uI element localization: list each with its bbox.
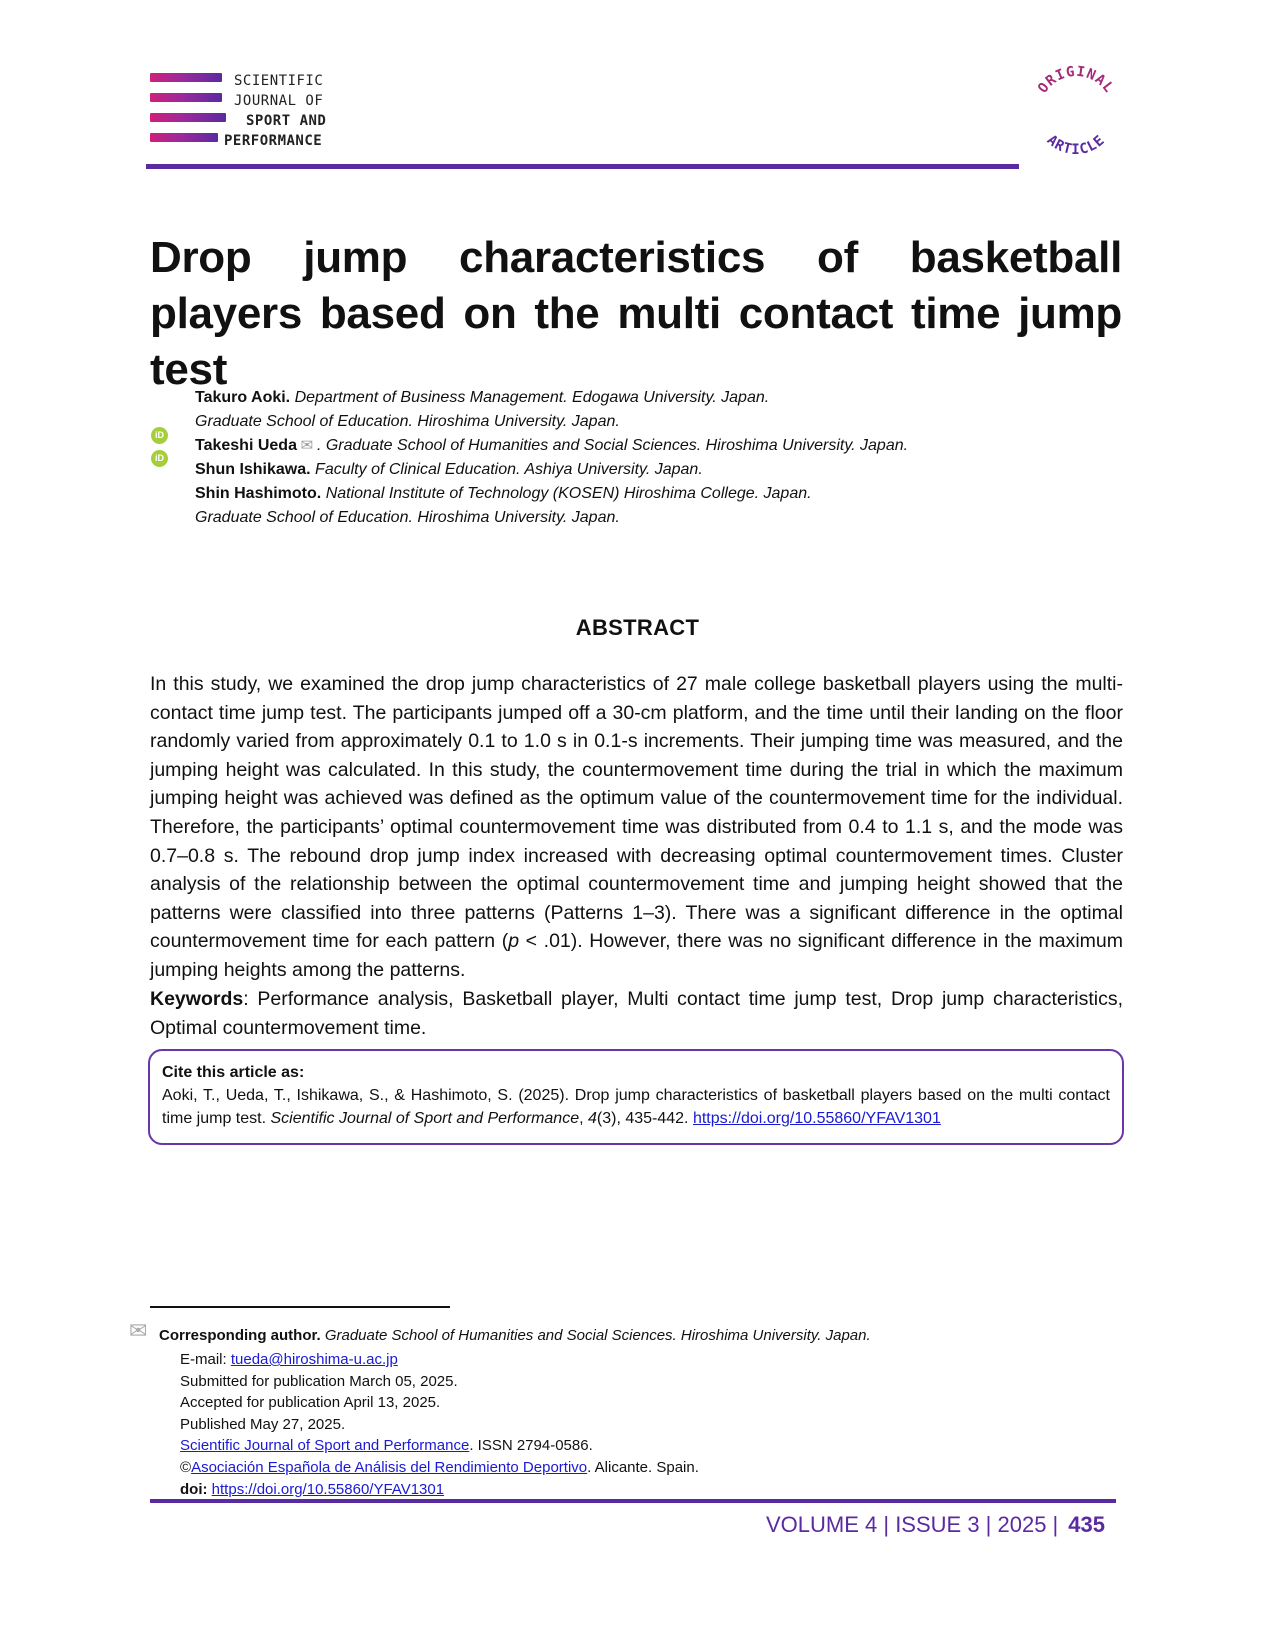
journal-logo-bars	[150, 73, 226, 149]
svg-text:ORIGINAL	[1035, 64, 1117, 97]
issn: . ISSN 2794-0586.	[469, 1437, 593, 1455]
publication-info	[180, 1349, 699, 1500]
cite-journal: Scientific Journal of Sport and Performance	[270, 1110, 580, 1127]
original-article-badge-icon	[1026, 62, 1126, 162]
corr-label: Corresponding author.	[159, 1327, 321, 1344]
logo-line-3: SPORT AND	[246, 113, 327, 129]
location: . Alicante. Spain.	[587, 1458, 699, 1476]
author-row-hashimoto	[195, 482, 1095, 506]
email-row	[180, 1349, 699, 1371]
cite-authors: Aoki, T., Ueda, T., Ishikawa, S., & Hashimoto, S. (2025). Drop jump characteristics of basketball players based on the multi contact time jump test.	[162, 1087, 1110, 1127]
svg-text:ARTICLE	[1044, 132, 1108, 158]
abstract-text: In this study, we examined the drop jump characteristics of 27 male college basketball players using the multi-contact time jump test. The participants jumped off a 30-cm platform, and the time until their landing on the floor randomly varied from approximately 0.1 to 1.0 s in 0.1-s increments. Their jumping time was measured, and the jumping height was calculated. In this study, the countermovement time during the trial in which the maximum jumping height was achieved was defined as the optimum value of the countermovement time for the individual. Therefore, the participants’ optimal countermovement time was distributed from 0.4 to 1.1 s, and the mode was 0.7–0.8 s. The rebound drop jump index increased with decreasing optimal countermovement times. Cluster analysis of the relationship between the optimal countermovement time and jumping height showed that the patterns were classified into three patterns (Patterns 1–3). There was a significant difference in the optimal countermovement time for each pattern (	[150, 673, 1123, 953]
doi-row	[180, 1479, 699, 1501]
doi-label: doi:	[180, 1480, 208, 1498]
article-title: Drop jump characteristics of basketball players based on the multi contact time jump test	[150, 233, 1122, 394]
envelope-icon: ✉	[129, 1318, 148, 1343]
corr-affiliation: Graduate School of Humanities and Social Sciences. Hiroshima University. Japan.	[320, 1327, 871, 1344]
journal-logo-text	[224, 71, 327, 151]
logo-line-4: PERFORMANCE	[224, 133, 323, 149]
author-row-aoki-2	[195, 410, 1095, 434]
volume-issue-year: VOLUME 4 | ISSUE 3 | 2025 |	[766, 1512, 1059, 1537]
association-link[interactable]: Asociación Española de Análisis del Rendimiento Deportivo	[191, 1458, 588, 1476]
header-divider	[146, 164, 1019, 169]
journal-link[interactable]: Scientific Journal of Sport and Performance	[180, 1437, 470, 1455]
author-row-hashimoto-2	[195, 506, 1095, 530]
email-link[interactable]: tueda@hiroshima-u.ac.jp	[230, 1351, 398, 1368]
copyright-row	[180, 1457, 699, 1479]
author-name: Shin Hashimoto.	[195, 485, 322, 502]
journal-row	[180, 1435, 699, 1457]
copyright-symbol: ©	[180, 1458, 192, 1476]
cite-volume: 4	[587, 1110, 597, 1127]
orcid-icon-ishikawa[interactable]: iD	[151, 450, 168, 467]
badge-top-text: ORIGINAL	[1034, 63, 1118, 97]
abstract-heading: ABSTRACT	[575, 615, 700, 640]
author-affiliation: Graduate School of Education. Hiroshima University. Japan.	[195, 413, 620, 430]
corresponding-author	[159, 1325, 871, 1347]
author-affiliation: Department of Business Management. Edogawa University. Japan.	[294, 389, 770, 406]
orcid-icon-ueda[interactable]: iD	[151, 427, 168, 444]
page-number: 435	[1068, 1512, 1105, 1537]
author-row-ishikawa	[195, 458, 1095, 482]
author-list	[195, 386, 1095, 530]
footnote-rule	[150, 1306, 450, 1308]
cite-heading: Cite this article as:	[162, 1064, 305, 1081]
cite-text	[162, 1084, 1110, 1130]
page-info	[700, 1512, 1105, 1538]
logo-line-1: SCIENTIFIC	[234, 73, 324, 89]
keywords-label: Keywords	[150, 988, 244, 1010]
cite-sep: ,	[579, 1110, 588, 1127]
author-affiliation: National Institute of Technology (KOSEN) Hiroshima College. Japan.	[325, 485, 812, 502]
author-name: Takuro Aoki.	[195, 389, 291, 406]
p-symbol: p	[508, 930, 520, 953]
footer-divider	[150, 1499, 1116, 1503]
cite-pages: (3), 435-442.	[596, 1110, 693, 1127]
author-affiliation: . Graduate School of Humanities and Social Sciences. Hiroshima University. Japan.	[316, 437, 909, 454]
logo-line-2: JOURNAL OF	[234, 93, 324, 109]
badge-bottom-text: ARTICLE	[1043, 132, 1109, 158]
envelope-icon: ✉	[300, 437, 314, 454]
abstract-text-end: < .01). However, there was no significant difference in the maximum jumping heights among the patterns.	[150, 930, 1123, 981]
author-name: Shun Ishikawa.	[195, 461, 311, 478]
keywords-list: : Performance analysis, Basketball player, Multi contact time jump test, Drop jump characteristics, Optimal countermovement time.	[150, 988, 1123, 1039]
author-name: Takeshi Ueda	[195, 437, 297, 454]
author-row-ueda	[195, 434, 1095, 458]
doi-link[interactable]: https://doi.org/10.55860/YFAV1301	[211, 1480, 445, 1498]
author-affiliation: Graduate School of Education. Hiroshima University. Japan.	[195, 509, 620, 526]
abstract-body	[150, 670, 1123, 985]
cite-doi-link[interactable]: https://doi.org/10.55860/YFAV1301	[692, 1110, 941, 1127]
email-label: E-mail:	[180, 1351, 231, 1368]
cite-box	[148, 1049, 1124, 1145]
keywords	[150, 985, 1123, 1042]
submitted-date: Submitted for publication March 05, 2025.	[180, 1372, 458, 1390]
accepted-date: Accepted for publication April 13, 2025.	[180, 1394, 441, 1412]
published-date: Published May 27, 2025.	[180, 1415, 346, 1433]
author-row-aoki	[195, 386, 1095, 410]
author-affiliation: Faculty of Clinical Education. Ashiya University. Japan.	[315, 461, 703, 478]
